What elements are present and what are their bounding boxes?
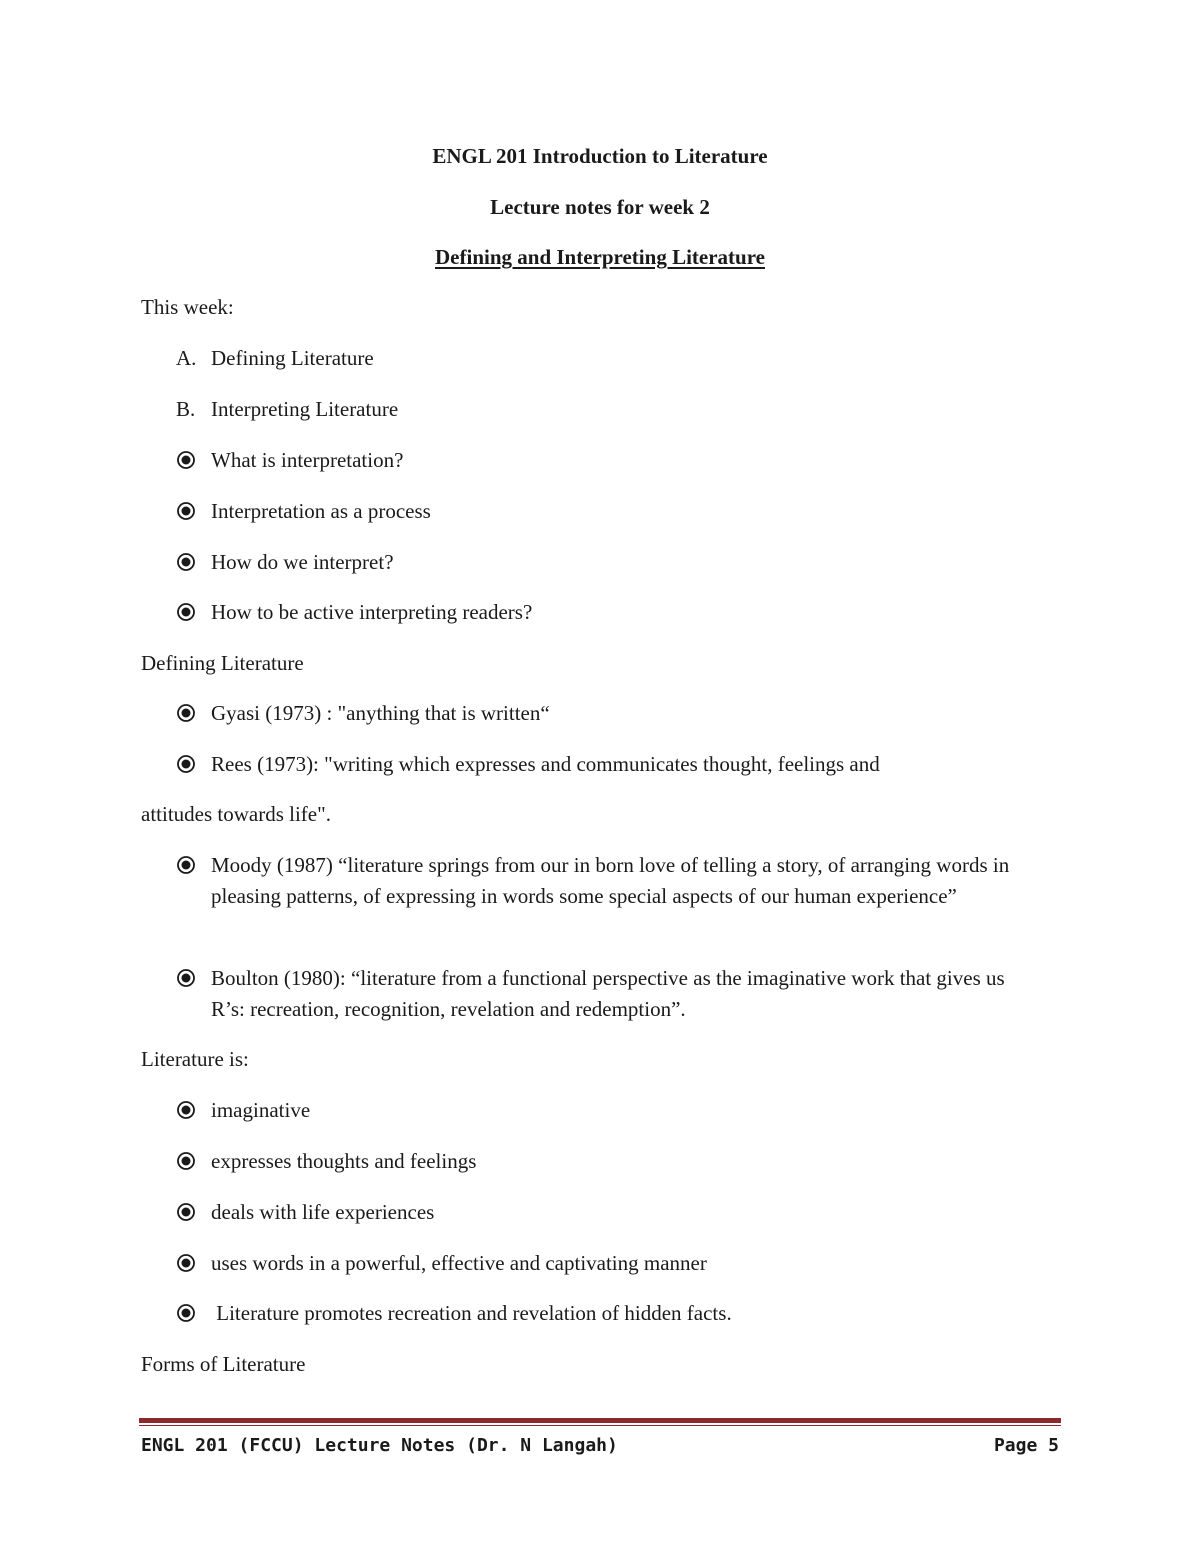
definition-gyasi: Gyasi (1973) : "anything that is written“ [211,701,550,725]
circled-dot-bullet-icon [176,1303,196,1323]
circled-dot-bullet-icon [176,1253,196,1273]
circled-dot-bullet-icon [176,1100,196,1120]
this-week-label: This week: [141,295,234,319]
list-item: Literature promotes recreation and revelation of hidden facts. [211,1301,732,1325]
circled-dot-bullet-icon [176,552,196,572]
definition-moody: Moody (1987) “literature springs from our in born love of telling a story, of arranging words in pleasing patterns, of expressing in words some special aspects of our human experience” [211,853,1010,908]
list-item: How to be active interpreting readers? [211,600,533,624]
footer-course-credit: ENGL 201 (FCCU) Lecture Notes (Dr. N Langah) [141,1435,618,1456]
list-marker-b: B. [176,397,196,421]
list-marker-a: A. [176,346,197,370]
circled-dot-bullet-icon [176,968,196,988]
circled-dot-bullet-icon [176,754,196,774]
forms-of-literature-heading: Forms of Literature [141,1352,306,1376]
course-title: ENGL 201 Introduction to Literature [432,144,768,168]
list-item: deals with life experiences [211,1200,435,1224]
list-item: How do we interpret? [211,550,394,574]
section-title [0,242,1200,273]
list-item: imaginative [211,1098,311,1122]
circled-dot-bullet-icon [176,450,196,470]
footer-page-number: Page 5 [993,1435,1059,1456]
list-item: Interpretation as a process [211,499,431,523]
literature-is-heading: Literature is: [141,1047,249,1071]
circled-dot-bullet-icon [176,703,196,723]
list-item-interpreting-literature: Interpreting Literature [211,397,399,421]
circled-dot-bullet-icon [176,602,196,622]
definition-rees: Rees (1973): "writing which expresses and communicates thought, feelings and [211,752,880,776]
footer-rule-thin [139,1425,1061,1426]
section-title-text: Defining and Interpreting Literature [435,245,765,269]
lecture-subtitle: Lecture notes for week 2 [490,195,710,219]
list-item: uses words in a powerful, effective and captivating manner [211,1251,707,1275]
list-item: expresses thoughts and feelings [211,1149,477,1173]
circled-dot-bullet-icon [176,1202,196,1222]
list-item-defining-literature: Defining Literature [211,346,374,370]
footer-rule [139,1418,1061,1423]
circled-dot-bullet-icon [176,1151,196,1171]
defining-literature-heading: Defining Literature [141,651,304,675]
list-item: What is interpretation? [211,448,404,472]
circled-dot-bullet-icon [176,855,196,875]
definition-boulton: Boulton (1980): “literature from a functional perspective as the imaginative work that gives us R’s: recreation, recognition, revelation and redemption”. [211,966,1005,1021]
definition-rees-continued: attitudes towards life". [141,802,331,826]
circled-dot-bullet-icon [176,501,196,521]
